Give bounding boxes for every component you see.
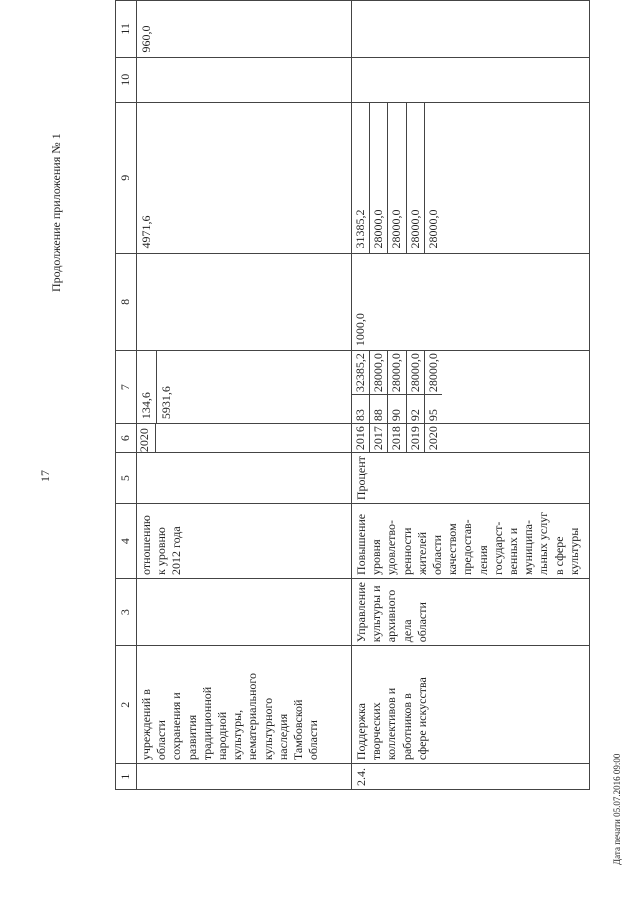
table-row	[352, 1, 590, 790]
row2-col11	[352, 1, 590, 58]
row2-number: 2.4.	[354, 768, 368, 786]
row2-total: 32385,2	[352, 351, 370, 394]
row2-col9-value: 31385,2	[352, 103, 370, 253]
row2-unit: Процент	[354, 456, 368, 501]
print-date: Дата печати 05.07.2016 09:00	[612, 753, 622, 865]
row2-value: 88	[370, 395, 388, 423]
row2-executor: Управление культуры и архивного дела области	[354, 582, 429, 643]
row1-description: учреждений в области сохранения и развития традиционной народной культуры, нематериального культурного наследия Тамбовской области	[139, 672, 321, 761]
row1-value: 134,6	[137, 351, 157, 423]
row2-value: 83	[352, 395, 370, 423]
row2-col10	[352, 57, 590, 102]
row1-indicator: отношению к уровню 2012 года	[139, 515, 184, 576]
row2-col5	[352, 453, 590, 504]
col-num-8: 8	[116, 253, 137, 351]
col-num-1: 1	[116, 764, 137, 790]
row2-col2	[352, 646, 590, 764]
row2-year: 2016	[352, 424, 370, 452]
row1-col3	[137, 579, 352, 646]
col-num-2: 2	[116, 646, 137, 764]
row2-col9-value: 28000,0	[425, 209, 440, 249]
row2-total: 28000,0	[425, 353, 440, 393]
row2-col8-value: 1000,0	[353, 313, 367, 347]
row1-col4	[137, 504, 352, 579]
row1-col11	[137, 1, 352, 58]
col-num-9: 9	[116, 103, 137, 254]
row2-col3	[352, 579, 590, 646]
col-num-4: 4	[116, 504, 137, 579]
row2-total: 28000,0	[407, 351, 425, 394]
page-number: 17	[38, 470, 52, 482]
row2-year: 2018	[388, 424, 406, 452]
row1-col9	[137, 103, 352, 254]
row1-col1	[137, 764, 352, 790]
row2-value: 92	[407, 395, 425, 423]
row1-col11-value: 960,0	[139, 25, 153, 53]
row1-year: 2020	[137, 428, 151, 453]
col-num-11: 11	[116, 1, 137, 58]
row1-col2	[137, 646, 352, 764]
row2-indicator: Повышение уровня удовлетво- ренности жителей области качеством предостав- ления государст- венных и муниципа- льных услуг в сфере культуры	[354, 511, 581, 576]
row2-value: 90	[388, 395, 406, 423]
row2-col9-value: 28000,0	[388, 103, 406, 253]
table-row	[137, 1, 352, 790]
col-num-3: 3	[116, 579, 137, 646]
row1-col6	[137, 424, 352, 453]
row2-col4	[352, 504, 590, 579]
row2-col9	[352, 103, 590, 254]
row2-year: 2017	[370, 424, 388, 452]
row2-col7	[352, 351, 590, 424]
row2-total: 28000,0	[370, 351, 388, 394]
row2-col8	[352, 253, 590, 351]
row1-col5	[137, 453, 352, 504]
row2-col1	[352, 764, 590, 790]
col-num-6: 6	[116, 424, 137, 453]
col-num-5: 5	[116, 453, 137, 504]
col-num-10: 10	[116, 57, 137, 102]
column-number-row	[116, 1, 137, 790]
row1-col10	[137, 57, 352, 102]
row1-col8	[137, 253, 352, 351]
row2-col9-value: 28000,0	[407, 103, 425, 253]
appendix-continuation-note: Продолжение приложения № 1	[49, 133, 63, 292]
program-table	[115, 0, 590, 790]
row2-year: 2019	[407, 424, 425, 452]
row2-value: 95	[425, 409, 440, 422]
row2-description: Поддержка творческих коллективов и работников в сфере искусства	[354, 677, 429, 761]
row2-year: 2020	[425, 426, 440, 451]
row2-total: 28000,0	[388, 351, 406, 394]
row1-col7	[137, 351, 352, 424]
row1-col9-value: 4971,6	[139, 215, 153, 249]
col-num-7: 7	[116, 351, 137, 424]
row1-total: 5931,6	[159, 386, 174, 420]
row2-col6	[352, 424, 590, 453]
row2-col9-value: 28000,0	[370, 103, 388, 253]
